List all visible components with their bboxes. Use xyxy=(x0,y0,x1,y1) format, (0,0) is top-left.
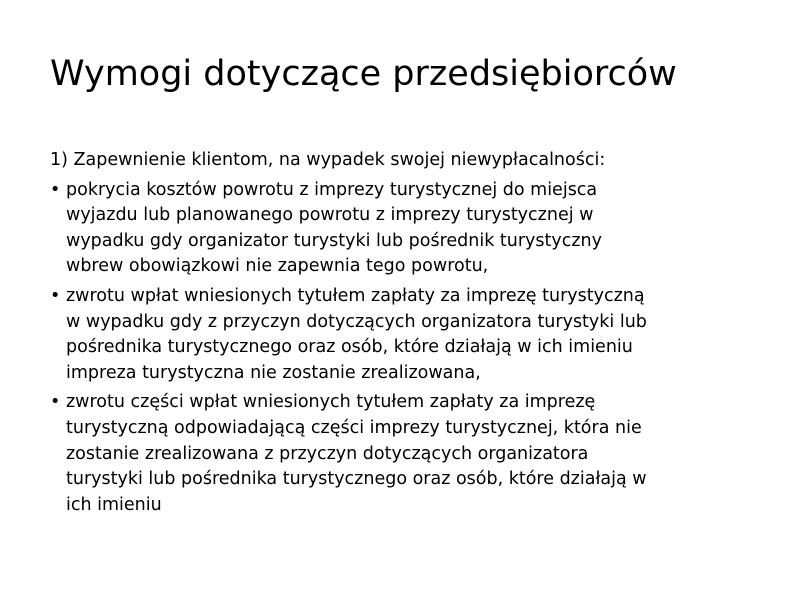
bullet-icon: • xyxy=(50,179,61,200)
bullet-line: wbrew obowiązkowi nie zapewnia tego powrotu, xyxy=(66,256,489,277)
bullet-item xyxy=(50,178,647,280)
bullet-line: w wypadku gdy z przyczyn dotyczących organizatora turystyki lub xyxy=(66,311,647,332)
bullet-icon: • xyxy=(50,392,61,413)
bullet-line: impreza turystyczna nie zostanie zrealizowana, xyxy=(66,362,481,383)
slide-title: Wymogi dotyczące przedsiębiorców xyxy=(50,54,677,94)
bullet-line: pokrycia kosztów powrotu z imprezy turystycznej do miejsca xyxy=(66,179,598,200)
bullet-line: wyjazdu lub planowanego powrotu z imprezy turystycznej w xyxy=(66,205,594,226)
intro-text: 1) Zapewnienie klientom, na wypadek swojej niewypłacalności: xyxy=(50,150,606,170)
bullet-icon: • xyxy=(50,285,61,306)
bullet-line: zwrotu części wpłat wniesionych tytułem zapłaty za imprezę xyxy=(66,392,596,413)
bullet-line: ich imieniu xyxy=(66,494,162,515)
bullet-item xyxy=(50,284,647,386)
bullet-line: zwrotu wpłat wniesionych tytułem zapłaty za imprezę turystyczną xyxy=(66,285,645,306)
bullet-line: pośrednika turystycznego oraz osób, które działają w ich imieniu xyxy=(66,337,633,358)
bullet-line: zostanie zrealizowana z przyczyn dotyczących organizatora xyxy=(66,443,589,464)
bullet-item xyxy=(50,390,647,518)
slide-body xyxy=(50,148,647,522)
bullet-line: wypadku gdy organizator turystyki lub pośrednik turystyczny xyxy=(66,230,602,251)
bullet-line: turystyczną odpowiadającą części imprezy turystycznej, która nie xyxy=(66,417,642,438)
bullet-line: turystyki lub pośrednika turystycznego oraz osób, które działają w xyxy=(66,469,647,490)
